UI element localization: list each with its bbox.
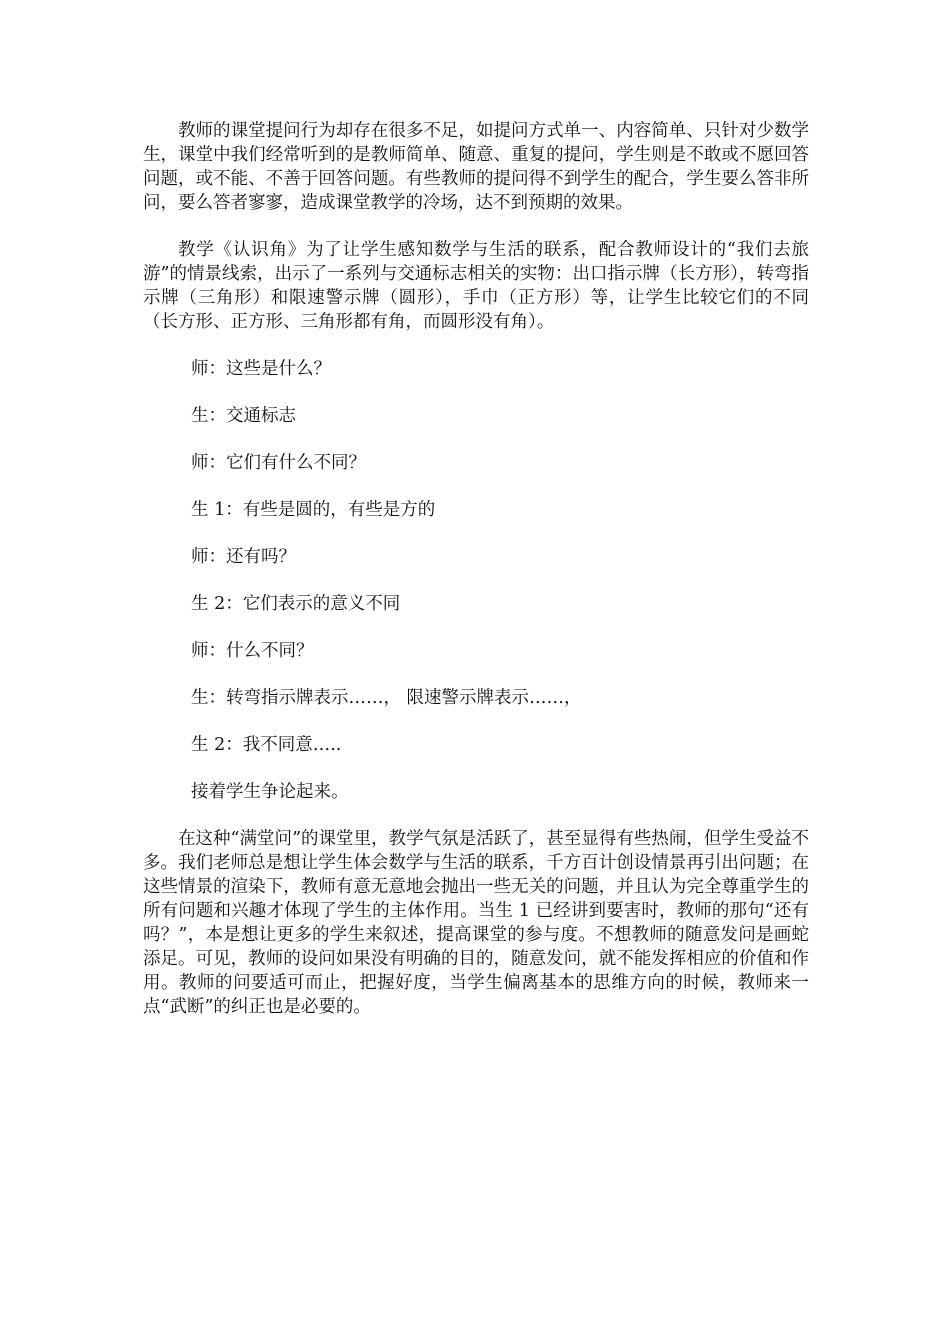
dialog-line: 师：它们有什么不同？: [191, 453, 366, 473]
dialog-line: 师：什么不同？: [191, 641, 314, 661]
dialog-line: 生：转弯指示牌表示……， 限速警示牌表示……，: [191, 688, 582, 708]
document-body: [143, 119, 809, 1019]
dialog-line: 接着学生争论起来。: [191, 782, 349, 802]
dialog-line: 生：交通标志: [191, 406, 296, 426]
dialog-line: 生 2：我不同意…..: [191, 735, 342, 755]
dialog-line: 师：还有吗？: [191, 547, 296, 567]
dialog-line: 生 1：有些是圆的，有些是方的: [191, 500, 436, 520]
classroom-dialog: [143, 357, 809, 804]
paragraph-intro: 教师的课堂提问行为却存在很多不足，如提问方式单一、内容简单、只针对少数学生，课堂中我们经常听到的是教师简单、随意、重复的提问，学生则是不敢或不愿回答问题，或不能、不善于回答问题。有些教师的提问得不到学生的配合，学生要么答非所问，要么答者寥寥，造成课堂教学的冷场，达不到预期的效果。: [143, 121, 809, 213]
paragraph-lesson-setup: 教学《认识角》为了让学生感知数学与生活的联系，配合教师设计的“我们去旅游”的情景线索，出示了一系列与交通标志相关的实物：出口指示牌（长方形），转弯指示牌（三角形）和限速警示牌（圆形），手巾（正方形）等，让学生比较它们的不同（长方形、正方形、三角形都有角，而圆形没有角）。: [143, 240, 809, 332]
paragraph-analysis: 在这种“满堂问”的课堂里，教学气氛是活跃了，甚至显得有些热闹，但学生受益不多。我们老师总是想让学生体会数学与生活的联系，千方百计创设情景再引出问题；在这些情景的渲染下，教师有意无意地会抛出一些无关的问题，并且认为完全尊重学生的所有问题和兴趣才体现了学生的主体作用。当生 1 已经讲到要害时，教师的那句“还有吗？”，本是想让更多的学生来叙述，提高课堂的参与度。不想教师的随意发问是画蛇添足。可见，教师的设问如果没有明确的目的，随意发问，就不能发挥相应的价值和作用。教师的问要适可而止，把握好度，当学生偏离基本的思维方向的时候，教师来一点“武断”的纠正也是必要的。: [143, 829, 809, 1017]
dialog-line: 生 2：它们表示的意义不同: [191, 594, 401, 614]
dialog-line: 师：这些是什么？: [191, 359, 331, 379]
